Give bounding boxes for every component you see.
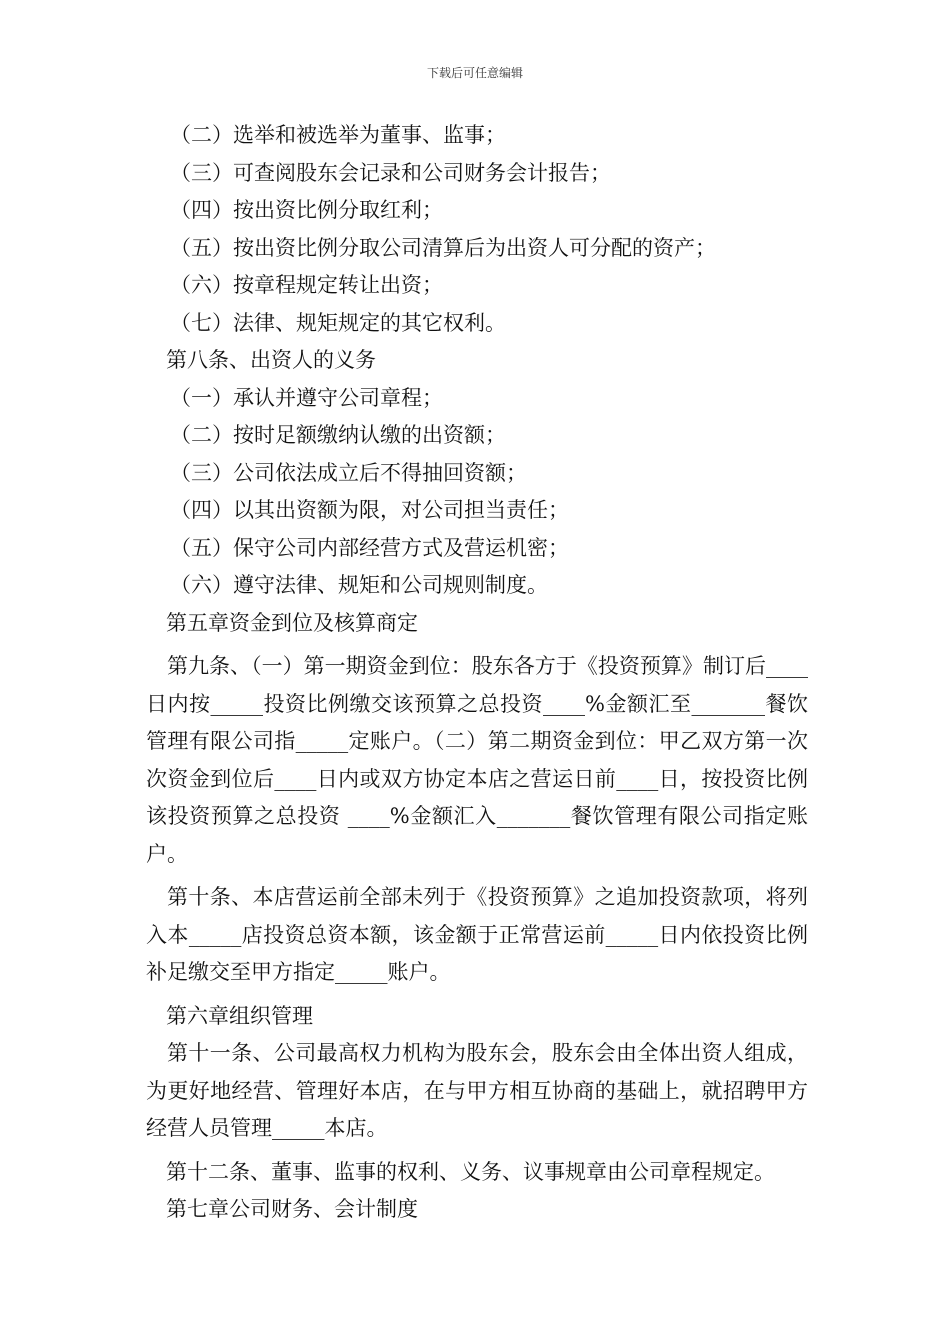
- chapter-heading: 第七章公司财务、会计制度: [166, 1197, 418, 1221]
- text-line: （五）按出资比例分取公司清算后为出资人可分配的资产；: [170, 235, 716, 260]
- text-line: （三）可查阅股东会记录和公司财务会计报告；: [170, 160, 611, 185]
- article-heading: 第八条、出资人的义务: [166, 348, 376, 372]
- article-paragraph: 第九条、（一）第一期资金到位：股东各方于《投资预算》制订后____日内按_____投资比例缴交该预算之总投资____%金额汇至_______餐饮管理有限公司指_____定账户。（二）第二期资金到位：甲乙双方第一次次资金到位后____日内或双方协定本店之营运日前____日，按投资比例该投资预算之总投资 ____%金额汇入_______餐饮管理有限公司指定账户。: [146, 654, 808, 866]
- page-header: 下载后可任意编辑: [426, 66, 523, 80]
- article-paragraph: 第十条、本店营运前全部未列于《投资预算》之追加投资款项，将列入本_____店投资总资本额，该金额于正常营运前_____日内依投资比例补足缴交至甲方指定_____账户。: [146, 885, 808, 984]
- text-line: （二）按时足额缴纳认缴的出资额；: [170, 423, 506, 447]
- text-line: （四）以其出资额为限，对公司担当责任；: [170, 498, 569, 522]
- text-line: （二）选举和被选举为董事、监事；: [170, 123, 506, 147]
- text-line: （七）法律、规矩规定的其它权利。: [170, 310, 506, 335]
- text-line: （六）遵守法律、规矩和公司规则制度。: [170, 573, 548, 597]
- article-paragraph: 第十一条、公司最高权力机构为股东会，股东会由全体出资人组成，为更好地经营、管理好本店，在与甲方相互协商的基础上，就招聘甲方经营人员管理_____本店。: [146, 1041, 808, 1140]
- chapter-heading: 第五章资金到位及核算商定: [166, 610, 418, 635]
- chapter-heading: 第六章组织管理: [166, 1003, 313, 1028]
- article-heading: 第十二条、董事、监事的权利、义务、议事规章由公司章程规定。: [166, 1159, 775, 1184]
- text-line: （五）保守公司内部经营方式及营运机密；: [170, 535, 569, 560]
- document-body: [146, 117, 808, 1229]
- text-line: （三）公司依法成立后不得抽回资额；: [170, 460, 527, 485]
- text-line: （六）按章程规定转让出资；: [170, 273, 443, 297]
- text-line: （一）承认并遵守公司章程；: [170, 385, 443, 410]
- text-line: （四）按出资比例分取红利；: [170, 198, 443, 222]
